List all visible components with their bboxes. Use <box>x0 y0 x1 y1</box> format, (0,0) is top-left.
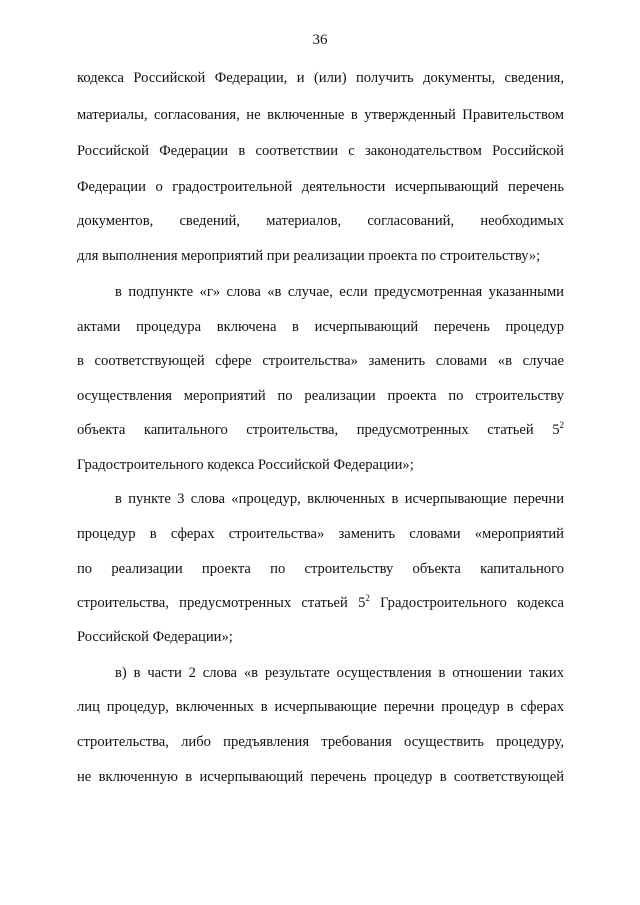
text-line: не включенную в исчерпывающий перечень процедур в соответствующей <box>77 769 564 785</box>
text-line: процедур в сферах строительства» заменить словами «мероприятий <box>77 526 564 542</box>
text-line: кодекса Российской Федерации, и (или) получить документы, сведения, <box>77 70 564 86</box>
line-text: строительства, предусмотренных статьей 5 <box>77 595 366 611</box>
superscript: 2 <box>365 593 370 604</box>
superscript: 2 <box>559 420 564 431</box>
text-line: осуществления мероприятий по реализации проекта по строительству <box>77 388 564 404</box>
line-text: объекта капитального строительства, предусмотренных статьей 5 <box>77 422 560 438</box>
text-line: строительства, либо предъявления требования осуществить процедуру, <box>77 734 564 750</box>
text-line: Градостроительного кодекса Российской Федерации»; <box>77 457 414 473</box>
page-number: 36 <box>312 32 328 48</box>
text-line <box>77 594 564 612</box>
text-line: в) в части 2 слова «в результате осуществления в отношении таких <box>115 665 564 681</box>
text-line: Российской Федерации»; <box>77 629 233 645</box>
text-line: по реализации проекта по строительству объекта капитального <box>77 561 564 577</box>
text-line: для выполнения мероприятий при реализации проекта по строительству»; <box>77 248 541 264</box>
text-line: Российской Федерации в соответствии с законодательством Российской <box>77 143 564 159</box>
text-line: документов, сведений, материалов, согласований, необходимых <box>77 213 564 229</box>
text-line: в пункте 3 слова «процедур, включенных в исчерпывающие перечни <box>115 491 564 507</box>
text-line: актами процедура включена в исчерпывающий перечень процедур <box>77 319 564 335</box>
text-line: Федерации о градостроительной деятельности исчерпывающий перечень <box>77 179 564 195</box>
text-line <box>77 421 564 439</box>
line-text: Градостроительного кодекса <box>369 595 565 611</box>
text-line: материалы, согласования, не включенные в утвержденный Правительством <box>77 107 564 123</box>
text-line: в соответствующей сфере строительства» заменить словами «в случае <box>77 353 564 369</box>
text-line: лиц процедур, включенных в исчерпывающие перечни процедур в сферах <box>77 699 564 715</box>
text-line: в подпункте «г» слова «в случае, если предусмотренная указанными <box>115 284 564 300</box>
